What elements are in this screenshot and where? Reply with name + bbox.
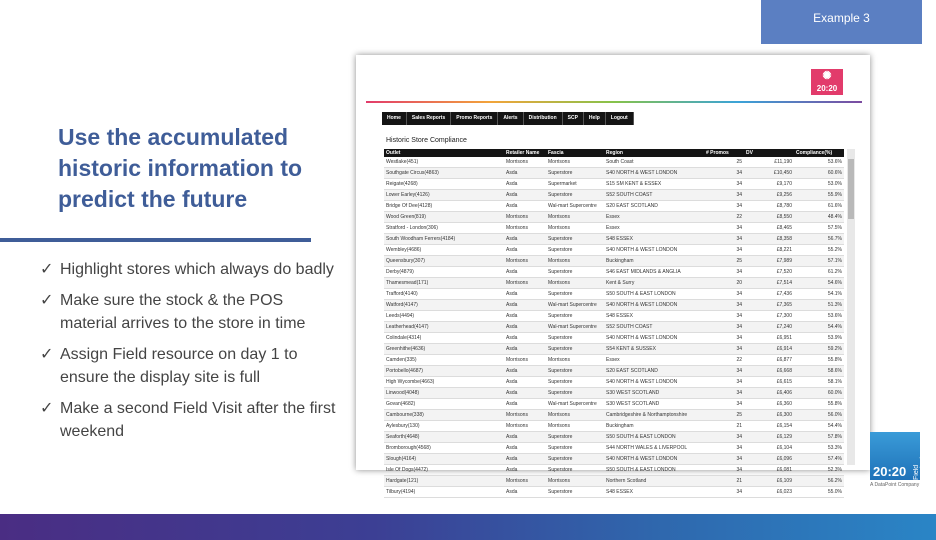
col-header-promos[interactable]: # Promos <box>704 149 744 157</box>
table-cell: 61.6% <box>794 201 844 212</box>
table-cell: Watford(4147) <box>384 300 504 311</box>
table-cell: Cambridgeshire & Northamptonshire <box>604 410 704 421</box>
table-cell: S50 SOUTH & EAST LONDON <box>604 289 704 300</box>
table-cell: Morrisons <box>546 421 604 432</box>
table-cell: Govan(4682) <box>384 399 504 410</box>
report-title: Historic Store Compliance <box>386 137 467 144</box>
table-cell: 53.6% <box>794 311 844 322</box>
table-cell: Lower Earley(4126) <box>384 190 504 201</box>
col-header-outlet[interactable]: Outlet <box>384 149 504 157</box>
table-cell: 53.3% <box>794 443 844 454</box>
table-row[interactable] <box>384 377 844 388</box>
table-cell: 58.6% <box>794 366 844 377</box>
table-cell: S40 NORTH & WEST LONDON <box>604 245 704 256</box>
table-cell: Asda <box>504 179 546 190</box>
table-cell: £6,406 <box>744 388 794 399</box>
table-row[interactable] <box>384 366 844 377</box>
table-cell: Morrisons <box>504 410 546 421</box>
table-cell: Asda <box>504 377 546 388</box>
headline-divider <box>0 238 311 242</box>
table-cell: Westlake(451) <box>384 157 504 168</box>
brand-stripe <box>366 101 862 103</box>
table-cell: Morrisons <box>546 256 604 267</box>
table-cell: Morrisons <box>546 355 604 366</box>
table-cell: 22 <box>704 355 744 366</box>
table-cell: Linwood(4048) <box>384 388 504 399</box>
table-cell: Derby(4879) <box>384 267 504 278</box>
table-cell: South Coast <box>604 157 704 168</box>
table-cell: 25 <box>704 256 744 267</box>
table-cell: 34 <box>704 443 744 454</box>
table-cell: £11,190 <box>744 157 794 168</box>
table-cell: 34 <box>704 333 744 344</box>
table-cell: 56.0% <box>794 410 844 421</box>
table-cell: 34 <box>704 179 744 190</box>
col-header-region[interactable]: Region <box>604 149 704 157</box>
table-cell: Morrisons <box>546 223 604 234</box>
table-row[interactable] <box>384 234 844 245</box>
table-cell: 20 <box>704 278 744 289</box>
table-cell: £10,450 <box>744 168 794 179</box>
table-cell: 59.2% <box>794 344 844 355</box>
table-cell: 34 <box>704 388 744 399</box>
table-cell: £6,615 <box>744 377 794 388</box>
table-cell: 34 <box>704 432 744 443</box>
table-cell: Superstore <box>546 388 604 399</box>
table-cell: S48 ESSEX <box>604 311 704 322</box>
bullet-text: Make sure the stock & the POS material arrives to the store in time <box>60 292 306 332</box>
table-cell: 57.1% <box>794 256 844 267</box>
table-cell: Essex <box>604 223 704 234</box>
table-row[interactable] <box>384 267 844 278</box>
table-cell: Superstore <box>546 432 604 443</box>
table-cell: Asda <box>504 311 546 322</box>
table-cell: Asda <box>504 234 546 245</box>
table-row[interactable] <box>384 465 844 476</box>
table-cell: S52 SOUTH COAST <box>604 322 704 333</box>
table-cell: Essex <box>604 355 704 366</box>
table-cell: Hardgate(121) <box>384 476 504 487</box>
table-cell: Morrisons <box>504 256 546 267</box>
table-cell: 55.9% <box>794 190 844 201</box>
logo-vertical-text: Field Marketing <box>913 449 927 480</box>
table-cell: £7,514 <box>744 278 794 289</box>
check-icon: ✓ <box>40 261 54 278</box>
table-cell: Morrisons <box>504 355 546 366</box>
table-cell: £6,877 <box>744 355 794 366</box>
table-row[interactable] <box>384 190 844 201</box>
table-cell: 21 <box>704 421 744 432</box>
table-cell: S46 EAST MIDLANDS & ANGLIA <box>604 267 704 278</box>
report-logo-label: 20:20 <box>816 84 838 93</box>
table-row[interactable] <box>384 179 844 190</box>
table-cell: 34 <box>704 311 744 322</box>
table-cell: Stratford - London(306) <box>384 223 504 234</box>
table-row[interactable] <box>384 454 844 465</box>
table-cell: 22 <box>704 212 744 223</box>
table-cell: 25 <box>704 410 744 421</box>
table-cell: Asda <box>504 322 546 333</box>
table-cell: £6,154 <box>744 421 794 432</box>
bullet-item <box>40 397 340 443</box>
table-cell: Essex <box>604 212 704 223</box>
nav-sales-reports[interactable]: Sales Reports <box>407 112 451 125</box>
nav-help[interactable]: Help <box>584 112 606 125</box>
table-cell: Asda <box>504 289 546 300</box>
table-cell: Wal-mart Supercentre <box>546 322 604 333</box>
table-cell: Asda <box>504 454 546 465</box>
table-cell: 54.6% <box>794 278 844 289</box>
table-cell: £7,300 <box>744 311 794 322</box>
table-cell: Superstore <box>546 366 604 377</box>
table-cell: 60.0% <box>794 388 844 399</box>
example-tag: Example 3 <box>761 0 922 44</box>
table-row[interactable] <box>384 432 844 443</box>
table-cell: 54.1% <box>794 289 844 300</box>
table-cell: S48 ESSEX <box>604 234 704 245</box>
table-row[interactable] <box>384 333 844 344</box>
logo-subtext: A DataPoint Company <box>870 482 920 488</box>
table-cell: S52 SOUTH COAST <box>604 190 704 201</box>
table-cell: 60.6% <box>794 168 844 179</box>
table-cell: Bridge Of Dee(4128) <box>384 201 504 212</box>
table-cell: Buckingham <box>604 421 704 432</box>
table-cell: Morrisons <box>546 476 604 487</box>
table-cell: 57.8% <box>794 432 844 443</box>
table-cell: S44 NORTH WALES & LIVERPOOL <box>604 443 704 454</box>
table-cell: Bromborough(4568) <box>384 443 504 454</box>
table-scrollbar[interactable] <box>847 149 855 465</box>
table-cell: Tilbury(4194) <box>384 487 504 498</box>
table-cell: Portobello(4687) <box>384 366 504 377</box>
table-cell: S15 SM KENT & ESSEX <box>604 179 704 190</box>
table-cell: Asda <box>504 300 546 311</box>
table-cell: S40 NORTH & WEST LONDON <box>604 300 704 311</box>
table-cell: Asda <box>504 366 546 377</box>
table-cell: Superstore <box>546 245 604 256</box>
table-row[interactable] <box>384 344 844 355</box>
table-cell: 53.0% <box>794 179 844 190</box>
table-cell: £6,914 <box>744 344 794 355</box>
table-cell: Wal-mart Supercentre <box>546 300 604 311</box>
table-cell: Wembley(4686) <box>384 245 504 256</box>
bullet-list <box>40 258 340 451</box>
table-cell: Wal-mart Supercentre <box>546 399 604 410</box>
table-row[interactable] <box>384 278 844 289</box>
table-cell: S40 NORTH & WEST LONDON <box>604 333 704 344</box>
table-cell: S50 SOUTH & EAST LONDON <box>604 432 704 443</box>
table-cell: 34 <box>704 201 744 212</box>
nav-promo-reports[interactable]: Promo Reports <box>451 112 498 125</box>
table-row[interactable] <box>384 443 844 454</box>
table-cell: 55.2% <box>794 245 844 256</box>
table-cell: S20 EAST SCOTLAND <box>604 201 704 212</box>
table-cell: S40 NORTH & WEST LONDON <box>604 377 704 388</box>
table-cell: 34 <box>704 465 744 476</box>
table-cell: £6,109 <box>744 476 794 487</box>
slide-headline: Use the accumulated historic information to predict the future <box>58 124 303 212</box>
table-row[interactable] <box>384 157 844 168</box>
table-cell: £9,256 <box>744 190 794 201</box>
table-cell: Wood Green(819) <box>384 212 504 223</box>
check-icon: ✓ <box>40 346 54 363</box>
table-row[interactable] <box>384 311 844 322</box>
table-cell: 34 <box>704 344 744 355</box>
table-row[interactable] <box>384 399 844 410</box>
table-cell: £6,360 <box>744 399 794 410</box>
table-cell: 58.1% <box>794 377 844 388</box>
table-cell: £7,989 <box>744 256 794 267</box>
table-cell: Aylesbury(130) <box>384 421 504 432</box>
table-cell: Asda <box>504 388 546 399</box>
table-cell: Seaforth(4648) <box>384 432 504 443</box>
table-cell: Asda <box>504 333 546 344</box>
table-cell: £8,465 <box>744 223 794 234</box>
table-cell: £7,436 <box>744 289 794 300</box>
table-cell: Superstore <box>546 377 604 388</box>
table-cell: Superstore <box>546 443 604 454</box>
company-logo <box>870 432 927 492</box>
table-cell: £8,358 <box>744 234 794 245</box>
table-cell: Isle Of Dogs(4472) <box>384 465 504 476</box>
table-cell: £6,951 <box>744 333 794 344</box>
table-cell: 34 <box>704 223 744 234</box>
col-header-compliance[interactable]: Compliance(%) <box>794 149 844 157</box>
nav-alerts[interactable]: Alerts <box>498 112 523 125</box>
table-cell: Asda <box>504 399 546 410</box>
table-cell: 51.3% <box>794 300 844 311</box>
table-cell: Asda <box>504 443 546 454</box>
table-cell: £8,550 <box>744 212 794 223</box>
table-cell: Southgate Circus(4863) <box>384 168 504 179</box>
table-cell: High Wycombe(4663) <box>384 377 504 388</box>
table-cell: £6,023 <box>744 487 794 498</box>
table-cell: 34 <box>704 245 744 256</box>
table-cell: 55.8% <box>794 399 844 410</box>
table-cell: Slough(4164) <box>384 454 504 465</box>
table-cell: Superstore <box>546 465 604 476</box>
table-row[interactable] <box>384 300 844 311</box>
table-cell: 34 <box>704 377 744 388</box>
table-cell: 55.8% <box>794 355 844 366</box>
table-row[interactable] <box>384 168 844 179</box>
table-cell: 21 <box>704 476 744 487</box>
table-cell: 34 <box>704 168 744 179</box>
nav-distribution[interactable]: Distribution <box>524 112 563 125</box>
nav-scp[interactable]: SCP <box>563 112 584 125</box>
table-row[interactable] <box>384 212 844 223</box>
table-cell: Wal-mart Supercentre <box>546 201 604 212</box>
table-cell: Asda <box>504 344 546 355</box>
table-row[interactable] <box>384 201 844 212</box>
report-screenshot <box>356 55 870 495</box>
table-cell: 34 <box>704 366 744 377</box>
table-row[interactable] <box>384 476 844 487</box>
table-cell: Northern Scotland <box>604 476 704 487</box>
col-header-fascia[interactable]: Fascia <box>546 149 604 157</box>
table-cell: Supermarket <box>546 179 604 190</box>
table-cell: Superstore <box>546 333 604 344</box>
table-cell: S50 SOUTH & EAST LONDON <box>604 465 704 476</box>
table-cell: 56.2% <box>794 476 844 487</box>
table-cell: 54.4% <box>794 322 844 333</box>
table-cell: Leeds(4494) <box>384 311 504 322</box>
bullet-text: Make a second Field Visit after the first weekend <box>60 400 336 440</box>
table-cell: 52.3% <box>794 465 844 476</box>
table-cell: Superstore <box>546 454 604 465</box>
logo-block <box>870 432 927 480</box>
bottom-gradient-band <box>0 514 936 540</box>
table-row[interactable] <box>384 223 844 234</box>
table-cell: South Woodham Ferrers(4184) <box>384 234 504 245</box>
table-cell: £8,780 <box>744 201 794 212</box>
table-row[interactable] <box>384 256 844 267</box>
table-cell: 34 <box>704 487 744 498</box>
table-cell: Asda <box>504 168 546 179</box>
bullet-text: Assign Field resource on day 1 to ensure the display site is full <box>60 346 298 386</box>
table-cell: S30 WEST SCOTLAND <box>604 388 704 399</box>
table-cell: 25 <box>704 157 744 168</box>
table-cell: Camden(335) <box>384 355 504 366</box>
table-cell: Superstore <box>546 190 604 201</box>
table-cell: £6,129 <box>744 432 794 443</box>
table-cell: Superstore <box>546 234 604 245</box>
table-row[interactable] <box>384 245 844 256</box>
table-cell: 34 <box>704 267 744 278</box>
report-logo <box>811 69 843 95</box>
table-row[interactable] <box>384 355 844 366</box>
table-cell: 34 <box>704 289 744 300</box>
table-cell: Asda <box>504 267 546 278</box>
nav-home[interactable]: Home <box>382 112 407 125</box>
table-cell: Superstore <box>546 487 604 498</box>
table-cell: Trafford(4140) <box>384 289 504 300</box>
table-cell: Queensbury(307) <box>384 256 504 267</box>
table-cell: £6,668 <box>744 366 794 377</box>
table-cell: Morrisons <box>504 223 546 234</box>
col-header-dv[interactable]: DV <box>744 149 794 157</box>
table-cell: 34 <box>704 300 744 311</box>
table-cell: S30 WEST SCOTLAND <box>604 399 704 410</box>
table-row[interactable] <box>384 289 844 300</box>
bullet-item <box>40 343 340 389</box>
table-cell: £6,104 <box>744 443 794 454</box>
table-cell: Morrisons <box>546 278 604 289</box>
table-cell: 34 <box>704 190 744 201</box>
compliance-table <box>384 149 844 498</box>
bullet-item <box>40 258 340 281</box>
table-cell: 55.0% <box>794 487 844 498</box>
nav-logout[interactable]: Logout <box>606 112 634 125</box>
table-cell: Reigate(4268) <box>384 179 504 190</box>
table-cell: Morrisons <box>504 421 546 432</box>
table-cell: £7,365 <box>744 300 794 311</box>
table-cell: Thamesmead(171) <box>384 278 504 289</box>
check-icon: ✓ <box>40 292 54 309</box>
table-cell: 53.6% <box>794 157 844 168</box>
table-cell: Superstore <box>546 289 604 300</box>
col-header-retailer[interactable]: Retailer Name <box>504 149 546 157</box>
table-cell: Kent & Surry <box>604 278 704 289</box>
table-cell: Morrisons <box>546 157 604 168</box>
table-cell: Morrisons <box>504 476 546 487</box>
table-cell: Morrisons <box>504 212 546 223</box>
bullet-item <box>40 289 340 335</box>
scrollbar-thumb[interactable] <box>848 159 854 219</box>
table-row[interactable] <box>384 487 844 498</box>
table-cell: 34 <box>704 454 744 465</box>
table-cell: 53.9% <box>794 333 844 344</box>
table-cell: Morrisons <box>546 212 604 223</box>
table-cell: 57.5% <box>794 223 844 234</box>
logo-main-text: 20:20 <box>873 464 907 479</box>
table-cell: Asda <box>504 190 546 201</box>
table-cell: £9,170 <box>744 179 794 190</box>
table-row[interactable] <box>384 322 844 333</box>
table-cell: Morrisons <box>546 410 604 421</box>
table-cell: £7,520 <box>744 267 794 278</box>
check-icon: ✓ <box>40 400 54 417</box>
table-cell: 34 <box>704 399 744 410</box>
table-cell: £6,300 <box>744 410 794 421</box>
table-cell: Asda <box>504 201 546 212</box>
table-cell: S40 NORTH & WEST LONDON <box>604 168 704 179</box>
table-cell: £6,096 <box>744 454 794 465</box>
table-cell: Leatherhead(4147) <box>384 322 504 333</box>
bullet-text: Highlight stores which always do badly <box>60 261 334 278</box>
table-row[interactable] <box>384 388 844 399</box>
table-cell: S54 KENT & SUSSEX <box>604 344 704 355</box>
table-cell: Greenhithe(4636) <box>384 344 504 355</box>
table-cell: Superstore <box>546 311 604 322</box>
table-cell: £8,221 <box>744 245 794 256</box>
report-logo-swirl-icon: ✺ <box>822 70 832 82</box>
report-nav <box>382 112 634 125</box>
table-cell: 48.4% <box>794 212 844 223</box>
table-cell: 34 <box>704 322 744 333</box>
table-cell: 34 <box>704 234 744 245</box>
table-cell: S40 NORTH & WEST LONDON <box>604 454 704 465</box>
table-cell: Asda <box>504 465 546 476</box>
table-cell: 57.4% <box>794 454 844 465</box>
table-header-row <box>384 149 844 157</box>
table-cell: Superstore <box>546 168 604 179</box>
table-cell: 54.4% <box>794 421 844 432</box>
table-cell: S20 EAST SCOTLAND <box>604 366 704 377</box>
table-row[interactable] <box>384 410 844 421</box>
table-cell: Superstore <box>546 267 604 278</box>
table-cell: Morrisons <box>504 157 546 168</box>
table-cell: Morrisons <box>504 278 546 289</box>
table-cell: 56.7% <box>794 234 844 245</box>
table-cell: Superstore <box>546 344 604 355</box>
table-cell: Buckingham <box>604 256 704 267</box>
table-cell: Asda <box>504 487 546 498</box>
table-cell: S48 ESSEX <box>604 487 704 498</box>
table-row[interactable] <box>384 421 844 432</box>
table-cell: Cambourne(338) <box>384 410 504 421</box>
table-cell: Asda <box>504 245 546 256</box>
table-cell: Asda <box>504 432 546 443</box>
table-cell: Colindale(4314) <box>384 333 504 344</box>
table-cell: £6,081 <box>744 465 794 476</box>
table-cell: £7,240 <box>744 322 794 333</box>
table-cell: 61.2% <box>794 267 844 278</box>
